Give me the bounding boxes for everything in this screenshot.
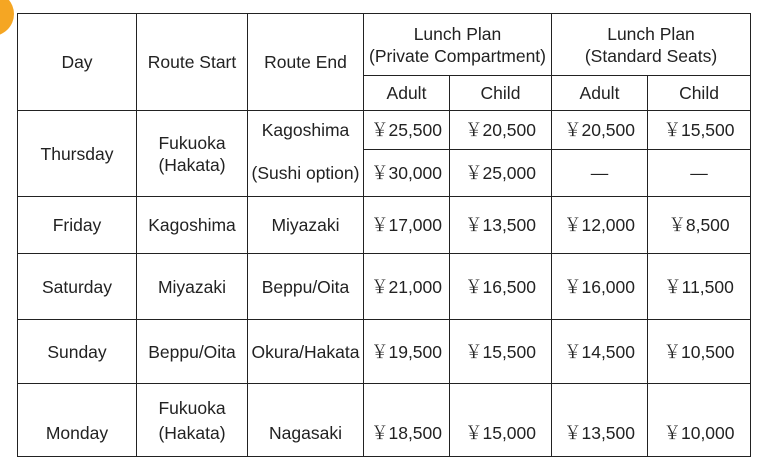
cell-route-end: Miyazaki <box>248 197 364 254</box>
cell-day: Thursday <box>18 111 137 197</box>
fare-table <box>17 13 751 457</box>
cell-standard-adult: ￥20,500 <box>552 111 648 150</box>
cell-day: Monday <box>18 384 137 457</box>
cell-private-adult: ￥25,500 <box>364 111 450 150</box>
cell-route-start: Kagoshima <box>137 197 248 254</box>
route-start-line2: (Hakata) <box>158 423 226 443</box>
corner-badge <box>0 0 14 36</box>
cell-standard-adult: ￥16,000 <box>552 254 648 320</box>
cell-private-adult: ￥30,000 <box>364 150 450 197</box>
cell-route-start: Beppu/Oita <box>137 320 248 384</box>
header-route-start: Route Start <box>137 14 248 111</box>
cell-route-start <box>137 384 248 457</box>
cell-private-child: ￥16,500 <box>450 254 552 320</box>
header-standard-plan <box>552 14 751 76</box>
cell-day: Saturday <box>18 254 137 320</box>
header-row-plans <box>18 14 751 76</box>
cell-route-end: Okura/Hakata <box>248 320 364 384</box>
cell-route-end: (Sushi option) <box>248 150 364 197</box>
cell-standard-child: ￥15,500 <box>648 111 751 150</box>
cell-private-adult: ￥21,000 <box>364 254 450 320</box>
cell-route-end: Beppu/Oita <box>248 254 364 320</box>
cell-standard-child: ￥8,500 <box>648 197 751 254</box>
cell-route-start <box>137 111 248 197</box>
route-start-line1: Fukuoka <box>158 132 226 153</box>
cell-standard-adult: — <box>552 150 648 197</box>
header-day: Day <box>18 14 137 111</box>
route-start-line1: Fukuoka <box>158 398 226 418</box>
cell-standard-child: ￥11,500 <box>648 254 751 320</box>
cell-day: Friday <box>18 197 137 254</box>
header-standard-adult: Adult <box>552 76 648 111</box>
cell-standard-child: ￥10,500 <box>648 320 751 384</box>
standard-plan-subtitle: (Standard Seats) <box>584 45 718 66</box>
cell-private-adult: ￥18,500 <box>364 384 450 457</box>
cell-private-child: ￥15,000 <box>450 384 552 457</box>
table-row <box>18 197 751 254</box>
cell-standard-adult: ￥13,500 <box>552 384 648 457</box>
cell-private-adult: ￥19,500 <box>364 320 450 384</box>
table-row <box>18 320 751 384</box>
header-private-child: Child <box>450 76 552 111</box>
header-private-adult: Adult <box>364 76 450 111</box>
route-start-line2: (Hakata) <box>158 154 226 175</box>
cell-route-end: Kagoshima <box>248 111 364 150</box>
cell-private-child: ￥15,500 <box>450 320 552 384</box>
private-plan-subtitle: (Private Compartment) <box>369 45 546 66</box>
header-route-end: Route End <box>248 14 364 111</box>
cell-day: Sunday <box>18 320 137 384</box>
standard-plan-title: Lunch Plan <box>607 23 695 44</box>
header-standard-child: Child <box>648 76 751 111</box>
cell-standard-child: ￥10,000 <box>648 384 751 457</box>
private-plan-title: Lunch Plan <box>413 23 502 44</box>
cell-route-end: Nagasaki <box>248 384 364 457</box>
cell-standard-child: — <box>648 150 751 197</box>
cell-route-start: Miyazaki <box>137 254 248 320</box>
table-row <box>18 111 751 150</box>
cell-private-child: ￥25,000 <box>450 150 552 197</box>
cell-standard-adult: ￥14,500 <box>552 320 648 384</box>
cell-private-child: ￥13,500 <box>450 197 552 254</box>
cell-private-adult: ￥17,000 <box>364 197 450 254</box>
cell-standard-adult: ￥12,000 <box>552 197 648 254</box>
cell-private-child: ￥20,500 <box>450 111 552 150</box>
table-row <box>18 254 751 320</box>
table-row <box>18 384 751 457</box>
header-private-plan <box>364 14 552 76</box>
